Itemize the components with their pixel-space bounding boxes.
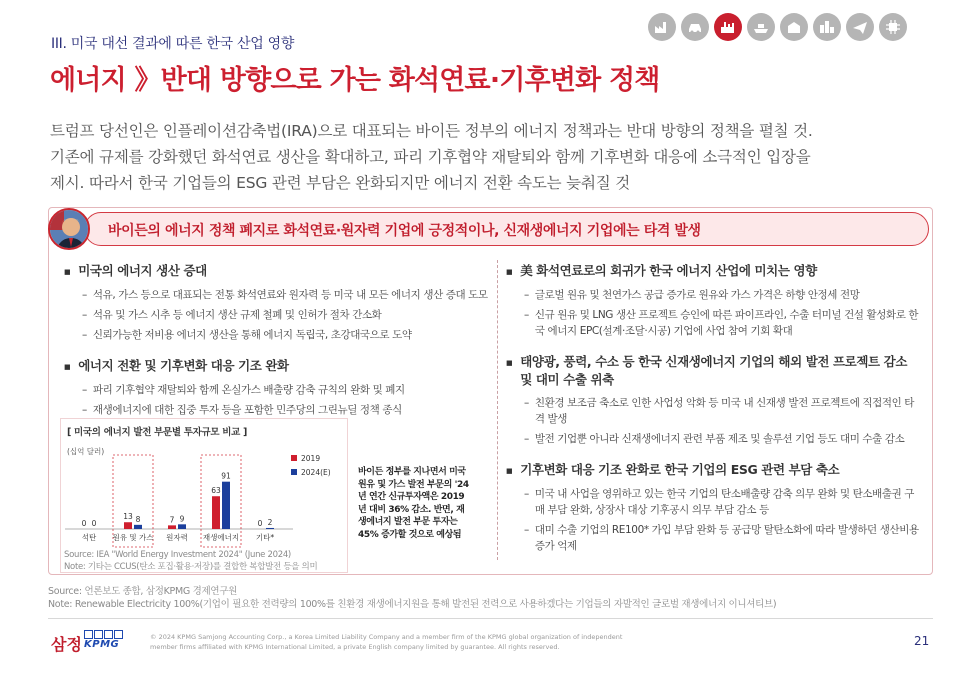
list-item: – 친환경 보조금 축소로 인한 사업성 악화 등 미국 내 신재생 발전 프로젝트에 직접적인 타격 발생: [524, 397, 915, 425]
square-bullet-icon: ■: [506, 467, 513, 475]
energy-icon[interactable]: [714, 13, 742, 41]
footer-note-line: Note: Renewable Electricity 100%(기업이 필요한 전력량의 100%를 친환경 재생에너지원을 통해 발전된 전력으로 사용하겠다는 기업들의 자발적인 글로벌 재생에너지 이니셔티브): [48, 599, 777, 610]
chart-note-line: Note: 기타는 CCUS(탄소 포집·활용·저장)를 결합한 복합발전 등을 의미: [64, 561, 318, 572]
list-item: – 재생에너지에 대한 집중 투자 등을 포함한 민주당의 그린뉴딜 정책 종식: [82, 404, 402, 416]
industry-icon[interactable]: [648, 13, 676, 41]
category-label: 원유 및 가스: [112, 533, 154, 542]
category-label: 석탄: [81, 533, 97, 542]
footer-divider: [48, 618, 933, 619]
building-icon[interactable]: [780, 13, 808, 41]
heading-text: 미국의 에너지 생산 증대: [78, 263, 207, 278]
ship-icon[interactable]: [747, 13, 775, 41]
section-label: III. 미국 대선 결과에 따른 한국 산업 영향: [51, 36, 295, 52]
car-icon[interactable]: [681, 13, 709, 41]
bar-2024(E): [178, 524, 186, 529]
data-label: 0: [257, 519, 263, 528]
list-item: – 석유 및 가스 시추 등 에너지 생산 규제 철폐 및 인허가 절차 간소화: [82, 309, 382, 321]
industry-nav: [648, 13, 907, 41]
copyright-line: member firms affiliated with KPMG International Limited, a private English company limited by guarantee. All rights reserved.: [150, 642, 560, 651]
kpmg-boxes-icon: [84, 630, 124, 639]
intro-line: 기존에 규제를 강화했던 화석연료 생산을 확대하고, 파리 기후협약 재탈퇴와 함께 기후변화 대응에 소극적인 입장을: [50, 148, 811, 166]
section-heading: [506, 353, 921, 389]
banner-text: 바이든의 에너지 정책 폐지로 화석연료·원자력 기업에 긍정적이나, 신재생에너지 기업에는 타격 발생: [108, 223, 701, 239]
legend-swatch: [291, 469, 297, 475]
bar-2024(E): [222, 482, 230, 529]
square-bullet-icon: ■: [506, 268, 513, 276]
chart-source: [64, 550, 317, 573]
data-label: 0: [81, 519, 87, 528]
data-label: 0: [91, 519, 97, 528]
data-label: 13: [123, 512, 133, 522]
right-section-2: [506, 353, 921, 447]
section-heading: [506, 461, 921, 480]
samjong-logo: 삼정: [51, 635, 82, 654]
copyright-line: © 2024 KPMG Samjong Accounting Corp., a Korea Limited Liability Company and a member firm of the KPMG global organization of independent: [150, 633, 623, 641]
data-label: 2: [267, 517, 273, 527]
chart-title: [ 미국의 에너지 발전 부문별 투자규모 비교 ]: [67, 427, 248, 438]
legend-swatch: [291, 455, 297, 461]
bar-2024(E): [134, 525, 142, 529]
intro-text: [50, 118, 940, 196]
intro-line: 제시. 따라서 한국 기업들의 ESG 관련 부담은 완화되지만 에너지 전환 속도는 늦춰질 것: [50, 174, 631, 192]
bar-2024(E): [266, 528, 274, 529]
data-label: 7: [169, 515, 175, 525]
page-number: 21: [914, 634, 930, 648]
heading-text: 기후변화 대응 기조 완화로 한국 기업의 ESG 관련 부담 축소: [520, 462, 840, 477]
bar-2019: [168, 525, 176, 529]
list-item: – 발전 기업뿐 아니라 신재생에너지 관련 부품 제조 및 솔루션 기업 등도 대미 수출 감소: [524, 433, 905, 445]
category-label: 재생에너지: [202, 533, 240, 542]
list-item: – 신뢰가능한 저비용 에너지 생산을 통해 에너지 독립국, 초강대국으로 도약: [82, 329, 412, 341]
heading-text: 에너지 전환 및 기후변화 대응 기조 완화: [78, 358, 289, 373]
square-bullet-icon: ■: [64, 363, 71, 371]
heading-text: 美 화석연료로의 회귀가 한국 에너지 산업에 미치는 영향: [520, 263, 817, 278]
left-section-2: [64, 357, 494, 418]
kpmg-wordmark: KPMG: [84, 639, 120, 650]
data-label: 63: [211, 486, 221, 496]
page-title: 에너지 》반대 방향으로 가는 화석연료·기후변화 정책: [50, 65, 660, 96]
section-heading: [506, 262, 921, 281]
semiconductor-icon[interactable]: [879, 13, 907, 41]
kpmg-logo: [84, 630, 124, 650]
column-divider: [497, 260, 498, 560]
intro-line: 트럼프 당선인은 인플레이션감축법(IRA)으로 대표되는 바이든 정부의 에너지 정책과는 반대 방향의 정책을 펼칠 것.: [50, 122, 813, 140]
list-item: – 대미 수출 기업의 RE100* 가입 부담 완화 등 공급망 탈탄소화에 따라 발생하던 생산비용 증가 억제: [524, 524, 919, 552]
list-item: – 글로벌 원유 및 천연가스 공급 증가로 원유와 가스 가격은 하향 안정세 전망: [524, 289, 860, 301]
legend-label: 2024(E): [301, 468, 331, 477]
heading-text: 태양광, 풍력, 수소 등 한국 신재생에너지 기업의 해외 발전 프로젝트 감소 및 대미 수출 위축: [520, 354, 908, 387]
footer-source: [48, 585, 776, 611]
chart-canvas: [61, 447, 349, 567]
square-bullet-icon: ■: [64, 268, 71, 276]
left-section-1: [64, 262, 494, 343]
data-label: 91: [221, 471, 231, 481]
bar-2019: [124, 522, 132, 529]
right-column: [506, 262, 921, 568]
y-axis-label: (십억 달러): [67, 447, 105, 456]
copyright: [150, 633, 690, 652]
section-heading: [64, 357, 494, 376]
data-label: 8: [135, 514, 141, 524]
list-item: – 미국 내 사업을 영위하고 있는 한국 기업의 탄소배출량 감축 의무 완화 및 탄소배출권 구매 부담 완화, 상장사 대상 기후공시 의무 부담 감소 등: [524, 488, 915, 516]
square-bullet-icon: ■: [506, 359, 513, 367]
footer-source-line: Source: 언론보도 종합, 삼정KPMG 경제연구원: [48, 586, 238, 597]
bar-2019: [212, 496, 220, 529]
legend-label: 2019: [301, 454, 321, 463]
category-label: 기타*: [255, 533, 275, 542]
airplane-icon[interactable]: [846, 13, 874, 41]
list-item: – 석유, 가스 등으로 대표되는 전통 화석연료와 원자력 등 미국 내 모든 에너지 생산 증대 도모: [82, 289, 488, 301]
data-label: 9: [179, 514, 185, 524]
category-label: 원자력: [166, 533, 188, 542]
summary-banner: [48, 210, 933, 246]
right-section-3: [506, 461, 921, 554]
list-item: – 파리 기후협약 재탈퇴와 함께 온실가스 배출량 감축 규칙의 완화 및 폐지: [82, 384, 405, 396]
left-column: [64, 262, 494, 432]
city-icon[interactable]: [813, 13, 841, 41]
portrait-photo: [48, 208, 90, 250]
section-heading: [64, 262, 494, 281]
chart-source-line: Source: IEA "World Energy Investment 2024" (June 2024): [64, 550, 291, 560]
right-section-1: [506, 262, 921, 339]
list-item: – 신규 원유 및 LNG 생산 프로젝트 승인에 따른 파이프라인, 수출 터미널 건설 활성화로 한국 에너지 EPC(설계·조달·시공) 기업에 사업 참여 기회 확대: [524, 309, 919, 337]
chart-annotation: 바이든 정부를 지나면서 미국 원유 및 가스 발전 부문의 '24년 연간 신규투자액은 2019년 대비 36% 감소. 반면, 재생에너지 발전 부문 투자는 45% 증가할 것으로 예상됨: [358, 467, 469, 540]
